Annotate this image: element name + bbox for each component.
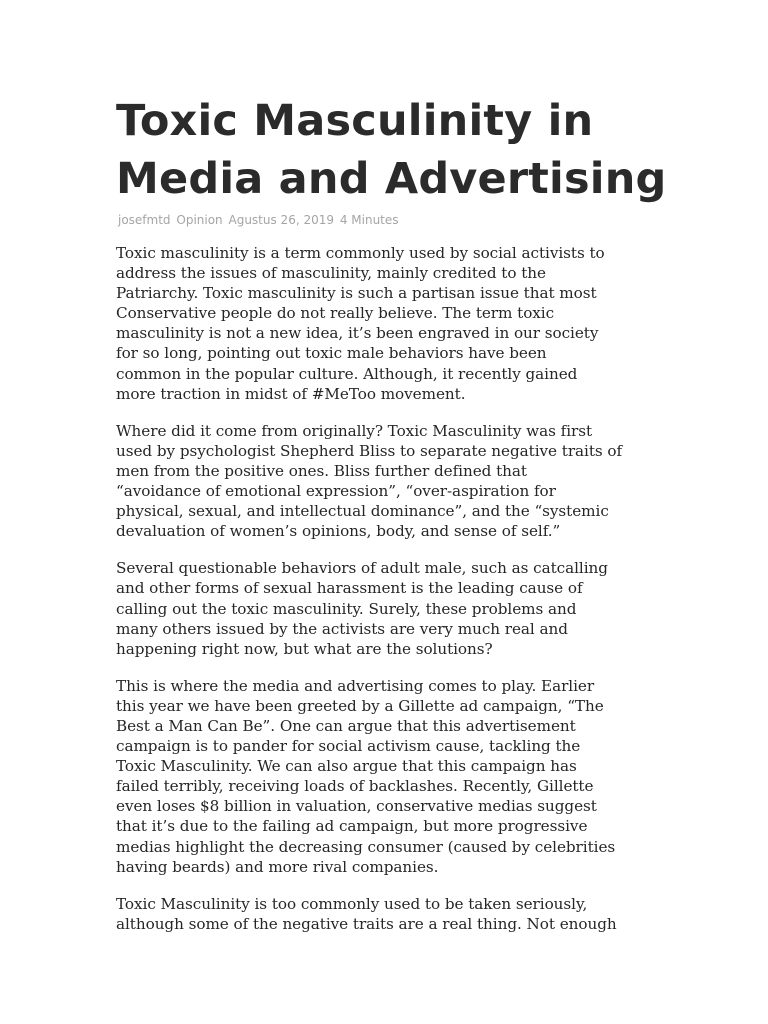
text-line: Several questionable behaviors of adult male, such as catcalling [116, 559, 608, 578]
text-line: medias highlight the decreasing consumer (caused by celebrities [116, 837, 616, 856]
text-line: that it’s due to the failing ad campaign, but more progressive [116, 817, 588, 836]
text-line: many others issued by the activists are very much real and [116, 619, 568, 638]
text-line: Conservative people do not really believe. The term toxic [116, 304, 555, 323]
article-title [116, 92, 667, 208]
text-line: Patriarchy. Toxic masculinity is such a partisan issue that most [116, 284, 597, 303]
text-line: This is where the media and advertising comes to play. Earlier [116, 676, 595, 695]
text-line: men from the positive ones. Bliss further defined that [116, 461, 527, 480]
text-line: address the issues of masculinity, mainly credited to the [116, 264, 546, 283]
text-line: Where did it come from originally? Toxic Masculinity was first [116, 421, 593, 440]
text-line: “avoidance of emotional expression”, “over-aspiration for [116, 482, 556, 501]
text-line: used by psychologist Shepherd Bliss to separate negative traits of [116, 441, 623, 460]
text-line: more traction in midst of #MeToo movement. [116, 384, 466, 403]
title-line: Toxic Masculinity in [116, 96, 594, 146]
text-line: happening right now, but what are the solutions? [116, 639, 493, 658]
article [116, 92, 667, 951]
text-line: calling out the toxic masculinity. Surely, these problems and [116, 599, 577, 618]
paragraph [116, 894, 656, 934]
text-line: Toxic Masculinity. We can also argue that this campaign has [116, 757, 577, 776]
text-line: devaluation of women’s opinions, body, and sense of self.” [116, 522, 561, 541]
read-time: 4 Minutes [339, 213, 399, 227]
publish-date[interactable]: Agustus 26, 2019 [228, 213, 334, 227]
title-line: Media and Advertising [116, 154, 667, 204]
text-line: physical, sexual, and intellectual dominance”, and the “systemic [116, 502, 609, 521]
text-line: even loses $8 billion in valuation, conservative medias suggest [116, 797, 597, 816]
article-body [116, 243, 656, 934]
text-line: and other forms of sexual harassment is the leading cause of [116, 579, 583, 598]
paragraph [116, 421, 656, 542]
paragraph [116, 558, 656, 658]
text-line: failed terribly, receiving loads of backlashes. Recently, Gillette [116, 777, 594, 796]
category-link[interactable]: Opinion [176, 213, 223, 227]
text-line: Toxic masculinity is a term commonly used by social activists to [116, 244, 605, 262]
text-line: common in the popular culture. Although, it recently gained [116, 364, 578, 383]
article-meta [118, 213, 656, 228]
text-line: this year we have been greeted by a Gillette ad campaign, “The [116, 696, 604, 715]
text-line: campaign is to pander for social activism cause, tackling the [116, 737, 581, 756]
paragraph [116, 243, 656, 404]
text-line: for so long, pointing out toxic male behaviors have been [116, 344, 547, 363]
text-line: although some of the negative traits are a real thing. Not enough [116, 914, 617, 933]
author-link[interactable]: josefmtd [118, 213, 171, 227]
paragraph [116, 676, 656, 877]
text-line: having beards) and more rival companies. [116, 857, 439, 876]
text-line: masculinity is not a new idea, it’s been engraved in our society [116, 324, 599, 343]
text-line: Best a Man Can Be”. One can argue that this advertisement [116, 716, 576, 735]
text-line: Toxic Masculinity is too commonly used to be taken seriously, [116, 894, 588, 913]
